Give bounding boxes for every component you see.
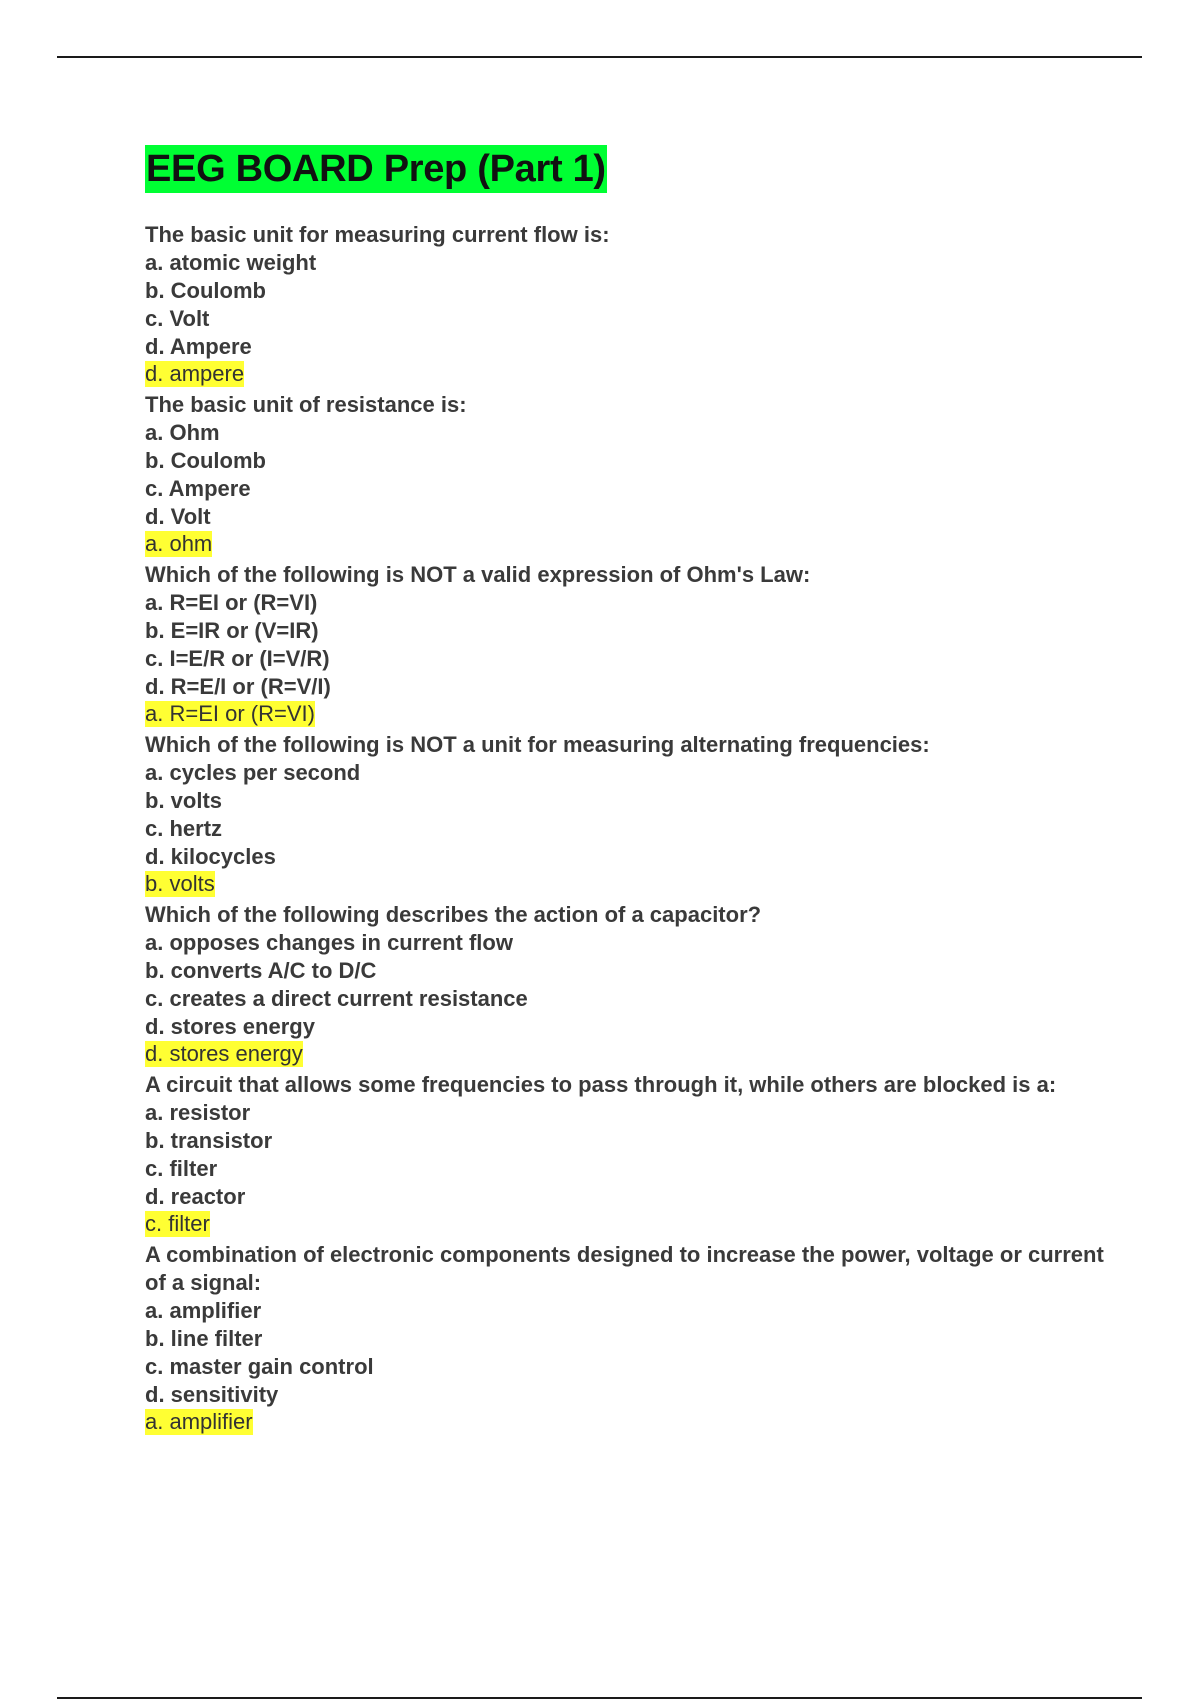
option-item: c. I=E/R or (I=V/R) — [145, 646, 330, 671]
document-body — [145, 145, 1105, 1439]
option-item: c. master gain control — [145, 1354, 374, 1379]
option-item: b. line filter — [145, 1326, 263, 1351]
option-item: d. Volt — [145, 504, 211, 529]
option-item: a. resistor — [145, 1100, 251, 1125]
question-text: The basic unit of resistance is: — [145, 392, 467, 417]
title-block — [145, 145, 1105, 193]
top-divider — [57, 56, 1142, 58]
option-item: b. E=IR or (V=IR) — [145, 618, 319, 643]
option-item: a. R=EI or (R=VI) — [145, 590, 318, 615]
answer-line — [145, 871, 1105, 901]
bottom-divider — [57, 1697, 1142, 1699]
question-block — [145, 391, 1105, 561]
question-text: A combination of electronic components designed to increase the power, voltage or current of a signal: — [145, 1242, 1104, 1295]
option-list — [145, 929, 1105, 1041]
highlighted-answer: a. R=EI or (R=VI) — [145, 701, 315, 726]
option-item: a. atomic weight — [145, 250, 317, 275]
option-list — [145, 589, 1105, 701]
answer-line — [145, 531, 1105, 561]
document-title: EEG BOARD Prep (Part 1) — [145, 145, 607, 193]
option-item: b. Coulomb — [145, 278, 266, 303]
option-item: d. sensitivity — [145, 1382, 279, 1407]
option-item: a. opposes changes in current flow — [145, 930, 513, 955]
option-item: c. creates a direct current resistance — [145, 986, 528, 1011]
option-item: d. kilocycles — [145, 844, 276, 869]
answer-line — [145, 1041, 1105, 1071]
highlighted-answer: a. ohm — [145, 531, 213, 556]
option-item: d. stores energy — [145, 1014, 315, 1039]
question-text: A circuit that allows some frequencies to pass through it, while others are blocked is a: — [145, 1072, 1057, 1097]
highlighted-answer: c. filter — [145, 1211, 210, 1236]
highlighted-answer: b. volts — [145, 871, 215, 896]
option-item: b. converts A/C to D/C — [145, 958, 377, 983]
option-item: a. amplifier — [145, 1298, 262, 1323]
question-block — [145, 221, 1105, 391]
question-text: Which of the following describes the action of a capacitor? — [145, 902, 762, 927]
option-item: d. R=E/I or (R=V/I) — [145, 674, 331, 699]
answer-line — [145, 701, 1105, 731]
option-item: c. Volt — [145, 306, 210, 331]
question-block — [145, 561, 1105, 731]
answer-line — [145, 1409, 1105, 1439]
question-text: Which of the following is NOT a valid expression of Ohm's Law: — [145, 562, 811, 587]
option-item: b. transistor — [145, 1128, 273, 1153]
option-item: a. Ohm — [145, 420, 220, 445]
highlighted-answer: d. stores energy — [145, 1041, 303, 1066]
option-list — [145, 759, 1105, 871]
option-item: c. filter — [145, 1156, 218, 1181]
question-block — [145, 731, 1105, 901]
option-list — [145, 419, 1105, 531]
answer-line — [145, 361, 1105, 391]
option-item: c. Ampere — [145, 476, 251, 501]
option-item: b. Coulomb — [145, 448, 266, 473]
option-item: a. cycles per second — [145, 760, 361, 785]
highlighted-answer: a. amplifier — [145, 1409, 253, 1434]
question-block — [145, 1241, 1105, 1439]
option-list — [145, 1297, 1105, 1409]
option-list — [145, 1099, 1105, 1211]
option-item: d. reactor — [145, 1184, 246, 1209]
option-item: b. volts — [145, 788, 223, 813]
option-item: d. Ampere — [145, 334, 252, 359]
highlighted-answer: d. ampere — [145, 361, 245, 386]
answer-line — [145, 1211, 1105, 1241]
option-item: c. hertz — [145, 816, 223, 841]
option-list — [145, 249, 1105, 361]
question-text: Which of the following is NOT a unit for measuring alternating frequencies: — [145, 732, 930, 757]
question-text: The basic unit for measuring current flow is: — [145, 222, 610, 247]
question-block — [145, 1071, 1105, 1241]
question-block — [145, 901, 1105, 1071]
